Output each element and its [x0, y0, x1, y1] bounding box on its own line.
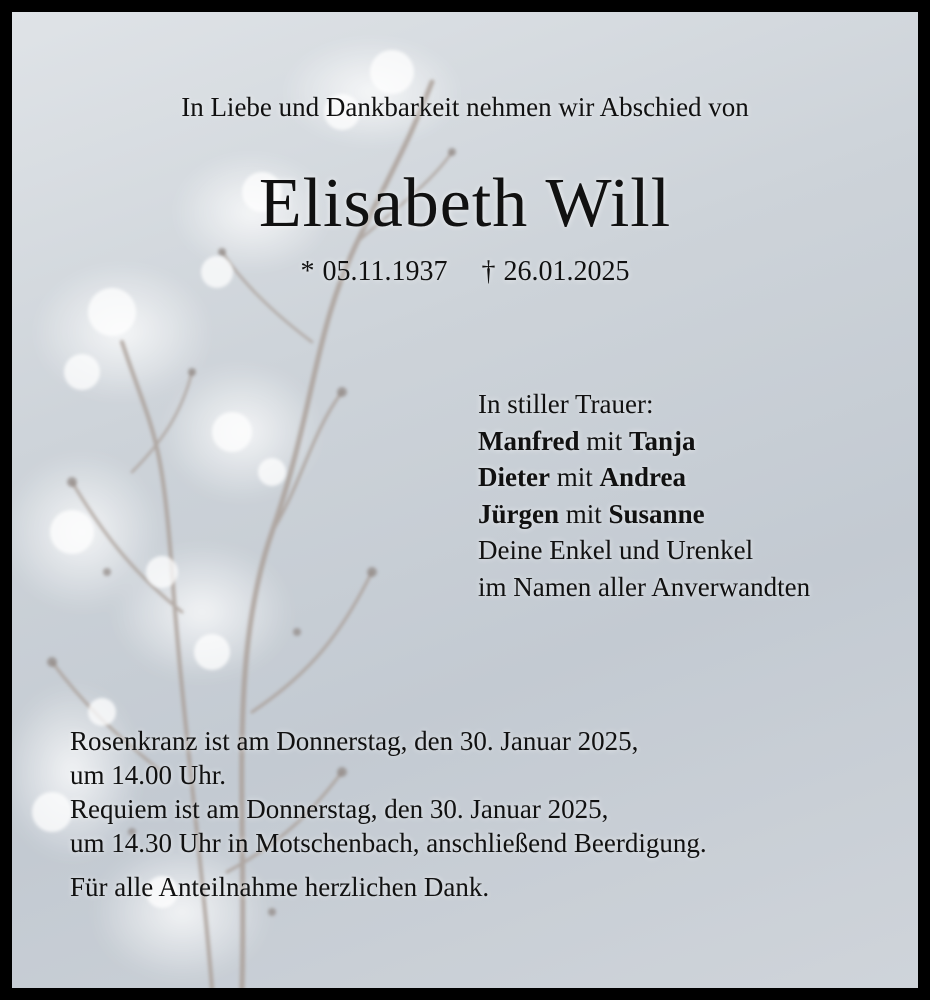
birth-date: * 05.11.1937 [300, 256, 448, 287]
thanks-line: Für alle Anteilnahme herzlichen Dank. [70, 872, 490, 902]
death-date: † 26.01.2025 [481, 256, 630, 287]
rosary-time: um 14.00 Uhr. [70, 760, 227, 790]
mourner-partner: Andrea [599, 462, 686, 492]
mourners-heading: In stiller Trauer: [478, 389, 654, 419]
mourner-name: Jürgen [478, 498, 559, 529]
mourners-block [478, 386, 810, 605]
joiner-word: mit [586, 425, 623, 456]
mourner-couple [478, 423, 810, 460]
obituary-card [12, 12, 918, 988]
intro-line: In Liebe und Dankbarkeit nehmen wir Abschied von [181, 92, 749, 122]
mourner-partner: Tanja [629, 425, 696, 456]
mourner-couple [478, 496, 810, 533]
life-dates [12, 256, 918, 288]
mourner-name: Manfred [478, 425, 580, 456]
mourner-couple [478, 459, 810, 496]
requiem-time: um 14.30 Uhr in Motschenbach, anschließend Beerdigung. [70, 828, 707, 858]
rosary-line: Rosenkranz ist am Donnerstag, den 30. Januar 2025, [70, 726, 639, 756]
mourner-partner: Susanne [608, 498, 705, 529]
joiner-word: mit [565, 498, 602, 529]
mourner-name: Dieter [478, 462, 550, 492]
deceased-name: Elisabeth Will [258, 165, 672, 242]
joiner-word: mit [556, 462, 593, 492]
grandchildren-line: Deine Enkel und Urenkel [478, 535, 754, 565]
requiem-line: Requiem ist am Donnerstag, den 30. Januar 2025, [70, 794, 609, 824]
relatives-line: im Namen aller Anverwandten [478, 571, 811, 602]
service-info [70, 724, 707, 860]
